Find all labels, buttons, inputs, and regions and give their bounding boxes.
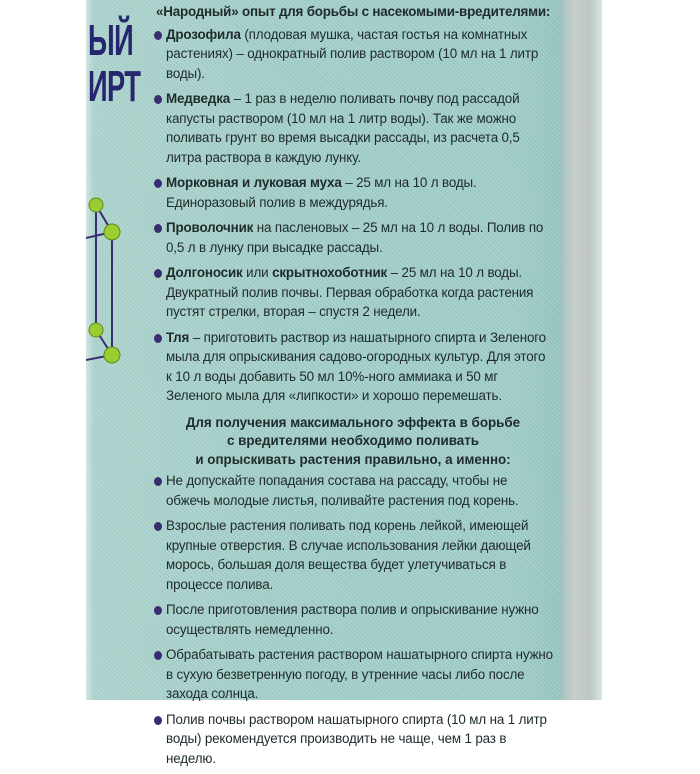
- advice-item: Взрослые растения поливать под корень лейкой, имеющей крупные отверстия. В случае использования лейки дающей морось, большая доля вещества будет улетучиваться в процессе полива.: [152, 516, 554, 594]
- pest-item: [152, 173, 554, 212]
- pest-name-alt: скрытнохоботник: [272, 265, 388, 280]
- pest-text: на пасленовых – 25 мл на 10 л воды. Полив по 0,5 л в лунку при высадке рассады.: [166, 220, 544, 255]
- instructions-text: [152, 2, 554, 774]
- brand-line-2: ИРТ: [88, 62, 141, 111]
- pest-item: [152, 218, 554, 257]
- pests-heading: «Народный» опыт для борьбы с насекомыми-вредителями:: [156, 4, 551, 19]
- pest-text: – 1 раз в неделю поливать почву под рассадой капусты раствором (10 мл на 1 литр воды). Так же можно поливать грунт во время высадки рассады, из расчета 0,5 литра раствора в каждую лунку.: [166, 91, 520, 165]
- pest-text: – 25 мл на 10 л воды. Единоразовый полив в междурядья.: [166, 175, 477, 210]
- advice-heading-line: и опрыскивать растения правильно, а именно:: [195, 451, 511, 467]
- pest-text: – приготовить раствор из нашатырного спирта и Зеленого мыла для опрыскивания садово-огородных культур. Для этого к 10 л воды добавить 50 мл 10%-ного аммиака и 50 мг Зеленого мыла для «липкости» и хорошо перемешать.: [166, 329, 546, 403]
- pest-name: Тля: [166, 329, 190, 345]
- pest-text: (плодовая мушка, частая гостья на комнатных растениях) – однократный полив раствором (10 мл на 1 литр воды).: [166, 26, 539, 81]
- molecule-icon: [86, 190, 126, 370]
- brand-line-1: ЫЙ: [88, 16, 134, 65]
- pest-name: Морковная и луковая муха: [166, 175, 342, 190]
- advice-item: Обрабатывать растения раствором нашатырного спирта нужно в сухую безветренную погоду, в утренние часы либо после захода солнца.: [152, 645, 554, 704]
- bottle-edge: [562, 0, 602, 700]
- pest-name: Проволочник: [166, 220, 254, 235]
- pest-item: [152, 263, 554, 322]
- pest-item: [152, 89, 554, 167]
- advice-heading-line: с вредителями необходимо поливать: [226, 433, 480, 448]
- pest-item: [152, 25, 554, 84]
- advice-heading: [152, 414, 554, 470]
- pest-item: [152, 328, 554, 406]
- pest-connector: или: [242, 265, 273, 280]
- pest-name: Долгоносик: [166, 265, 243, 280]
- pest-name: Медведка: [166, 91, 231, 106]
- advice-item: После приготовления раствора полив и опрыскивание нужно осуществлять немедленно.: [152, 600, 554, 639]
- advice-heading-line: Для получения максимального эффекта в борьбе: [185, 414, 521, 430]
- pest-name: Дрозофила: [166, 26, 241, 42]
- advice-item: Полив почвы раствором нашатырного спирта (10 мл на 1 литр воды) рекомендуется производить не чаще, чем 1 раз в неделю.: [152, 710, 554, 769]
- advice-item: Не допускайте попадания состава на рассаду, чтобы не обжечь молодые листья, поливайте растения под корень.: [152, 471, 554, 510]
- brand-logo: [88, 18, 140, 110]
- pest-text: – 25 мл на 10 л воды. Двукратный полив почвы. Первая обработка когда растения пустят стрелки, вторая – спустя 2 недели.: [166, 265, 534, 319]
